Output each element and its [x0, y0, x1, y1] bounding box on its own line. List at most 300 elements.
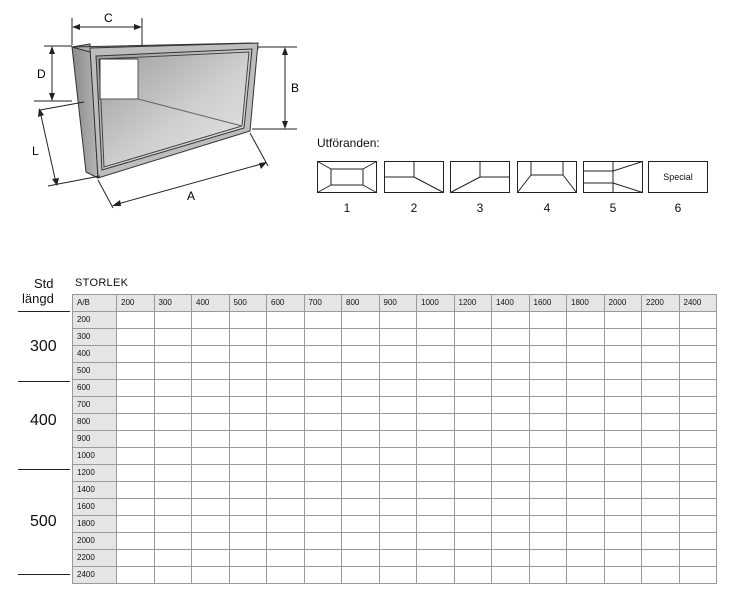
table-cell: [192, 567, 230, 584]
table-cell: [454, 567, 492, 584]
table-cell: [342, 329, 380, 346]
table-cell: [417, 533, 455, 550]
table-cell: [679, 431, 717, 448]
table-cell: [117, 499, 155, 516]
table-cell: [154, 397, 192, 414]
table-cell: [529, 397, 567, 414]
row-header-cell: 900: [73, 431, 117, 448]
table-cell: [229, 414, 267, 431]
column-header-cell: 1400: [492, 295, 530, 312]
table-cell: [529, 533, 567, 550]
table-cell: [342, 516, 380, 533]
table-row: [73, 465, 717, 482]
table-cell: [267, 448, 305, 465]
dim-b-label: B: [291, 81, 300, 95]
table-cell: [417, 482, 455, 499]
table-cell: [117, 465, 155, 482]
table-cell: [679, 397, 717, 414]
table-cell: [117, 431, 155, 448]
column-header-cell: 700: [304, 295, 342, 312]
column-header-cell: 600: [267, 295, 305, 312]
table-cell: [529, 346, 567, 363]
table-cell: [192, 533, 230, 550]
table-cell: [679, 499, 717, 516]
table-cell: [304, 397, 342, 414]
table-cell: [267, 346, 305, 363]
table-cell: [342, 312, 380, 329]
table-cell: [529, 448, 567, 465]
table-cell: [379, 516, 417, 533]
table-cell: [604, 363, 642, 380]
table-cell: [342, 567, 380, 584]
table-cell: [679, 312, 717, 329]
row-header-cell: 1000: [73, 448, 117, 465]
table-cell: [267, 499, 305, 516]
table-cell: [304, 482, 342, 499]
table-cell: [117, 516, 155, 533]
table-cell: [342, 414, 380, 431]
table-cell: [267, 533, 305, 550]
table-cell: [417, 363, 455, 380]
variant-6-special-box: Special: [648, 161, 708, 193]
table-cell: [229, 380, 267, 397]
table-cell: [454, 329, 492, 346]
row-header-cell: 600: [73, 380, 117, 397]
storlek-label: STORLEK: [75, 277, 129, 289]
table-cell: [642, 533, 680, 550]
table-cell: [379, 380, 417, 397]
table-cell: [492, 380, 530, 397]
table-cell: [267, 312, 305, 329]
table-cell: [679, 346, 717, 363]
table-cell: [679, 448, 717, 465]
table-cell: [604, 567, 642, 584]
table-cell: [604, 482, 642, 499]
table-cell: [154, 363, 192, 380]
table-cell: [154, 516, 192, 533]
table-cell: [229, 499, 267, 516]
table-cell: [379, 346, 417, 363]
table-cell: [567, 380, 605, 397]
variant-number-4: 4: [543, 201, 551, 215]
utforanden-label: Utföranden:: [317, 136, 380, 150]
table-cell: [117, 397, 155, 414]
table-cell: [492, 448, 530, 465]
std-length-300: 300: [30, 338, 57, 355]
table-cell: [567, 448, 605, 465]
column-header-cell: 500: [229, 295, 267, 312]
table-cell: [192, 312, 230, 329]
table-cell: [379, 363, 417, 380]
table-cell: [304, 465, 342, 482]
size-table: [72, 294, 717, 584]
table-cell: [492, 516, 530, 533]
table-cell: [417, 346, 455, 363]
table-cell: [229, 448, 267, 465]
table-cell: [679, 380, 717, 397]
table-cell: [192, 380, 230, 397]
std-label: Std: [34, 276, 54, 291]
row-header-cell: 400: [73, 346, 117, 363]
table-cell: [454, 516, 492, 533]
table-cell: [304, 380, 342, 397]
table-cell: [229, 567, 267, 584]
corner-header-cell: A/B: [73, 295, 117, 312]
table-cell: [492, 533, 530, 550]
table-row: [73, 380, 717, 397]
table-cell: [567, 567, 605, 584]
column-header-cell: 900: [379, 295, 417, 312]
table-cell: [417, 516, 455, 533]
table-row: [73, 567, 717, 584]
column-header-cell: 2200: [642, 295, 680, 312]
table-cell: [192, 431, 230, 448]
table-cell: [267, 567, 305, 584]
dim-d-label: D: [37, 67, 46, 81]
variant-4-icon: [517, 161, 577, 193]
table-cell: [192, 482, 230, 499]
row-header-cell: 2000: [73, 533, 117, 550]
table-cell: [117, 329, 155, 346]
table-cell: [304, 533, 342, 550]
table-cell: [304, 499, 342, 516]
table-row: [73, 346, 717, 363]
column-header-cell: 200: [117, 295, 155, 312]
table-cell: [642, 550, 680, 567]
table-cell: [529, 499, 567, 516]
std-divider: [18, 381, 70, 382]
table-cell: [229, 516, 267, 533]
table-cell: [267, 397, 305, 414]
table-cell: [454, 499, 492, 516]
table-cell: [454, 346, 492, 363]
table-cell: [267, 414, 305, 431]
table-row: [73, 397, 717, 414]
variant-2-icon: [384, 161, 444, 193]
table-cell: [567, 550, 605, 567]
table-row: [73, 533, 717, 550]
table-cell: [192, 414, 230, 431]
table-row: [73, 516, 717, 533]
table-cell: [679, 550, 717, 567]
table-cell: [529, 312, 567, 329]
table-cell: [417, 550, 455, 567]
table-cell: [342, 448, 380, 465]
std-divider: [18, 311, 70, 312]
table-cell: [604, 380, 642, 397]
table-cell: [642, 363, 680, 380]
table-cell: [192, 397, 230, 414]
column-header-cell: 1000: [417, 295, 455, 312]
table-cell: [379, 448, 417, 465]
table-cell: [304, 363, 342, 380]
table-cell: [604, 414, 642, 431]
variant-1-icon: [317, 161, 377, 193]
table-cell: [342, 499, 380, 516]
table-cell: [267, 431, 305, 448]
table-cell: [679, 329, 717, 346]
table-cell: [154, 567, 192, 584]
table-cell: [304, 346, 342, 363]
table-cell: [604, 499, 642, 516]
table-cell: [454, 448, 492, 465]
table-cell: [679, 414, 717, 431]
table-cell: [642, 346, 680, 363]
table-cell: [604, 346, 642, 363]
duct-diagram: [0, 0, 310, 220]
row-header-cell: 1200: [73, 465, 117, 482]
table-cell: [342, 465, 380, 482]
table-cell: [417, 499, 455, 516]
table-cell: [417, 397, 455, 414]
table-row: [73, 414, 717, 431]
table-cell: [679, 465, 717, 482]
table-cell: [342, 380, 380, 397]
table-cell: [267, 465, 305, 482]
table-cell: [492, 346, 530, 363]
table-cell: [417, 465, 455, 482]
table-row: [73, 550, 717, 567]
table-cell: [154, 329, 192, 346]
table-row: [73, 448, 717, 465]
table-cell: [567, 414, 605, 431]
table-cell: [529, 414, 567, 431]
table-cell: [154, 414, 192, 431]
variant-number-2: 2: [410, 201, 418, 215]
table-cell: [454, 380, 492, 397]
table-cell: [379, 499, 417, 516]
table-cell: [604, 448, 642, 465]
table-cell: [642, 499, 680, 516]
table-cell: [229, 346, 267, 363]
table-cell: [604, 550, 642, 567]
table-cell: [342, 431, 380, 448]
table-cell: [492, 363, 530, 380]
table-cell: [267, 516, 305, 533]
table-cell: [679, 482, 717, 499]
table-cell: [192, 516, 230, 533]
table-cell: [604, 397, 642, 414]
table-cell: [642, 482, 680, 499]
table-cell: [267, 380, 305, 397]
table-cell: [192, 346, 230, 363]
table-cell: [379, 533, 417, 550]
table-cell: [642, 516, 680, 533]
table-cell: [379, 414, 417, 431]
table-cell: [492, 414, 530, 431]
table-cell: [379, 465, 417, 482]
table-cell: [567, 397, 605, 414]
table-cell: [229, 533, 267, 550]
table-cell: [229, 329, 267, 346]
table-cell: [154, 312, 192, 329]
table-cell: [642, 397, 680, 414]
table-cell: [342, 533, 380, 550]
langd-label: längd: [22, 291, 54, 306]
table-cell: [192, 448, 230, 465]
table-cell: [417, 448, 455, 465]
table-cell: [492, 329, 530, 346]
row-header-cell: 1400: [73, 482, 117, 499]
column-header-cell: 400: [192, 295, 230, 312]
row-header-cell: 200: [73, 312, 117, 329]
row-header-cell: 300: [73, 329, 117, 346]
std-divider: [18, 469, 70, 470]
table-cell: [117, 312, 155, 329]
table-cell: [342, 346, 380, 363]
table-row: [73, 431, 717, 448]
variant-5-icon: [583, 161, 643, 193]
table-cell: [154, 380, 192, 397]
table-cell: [342, 363, 380, 380]
table-cell: [567, 329, 605, 346]
table-cell: [529, 516, 567, 533]
table-cell: [529, 482, 567, 499]
table-cell: [604, 533, 642, 550]
table-cell: [192, 499, 230, 516]
table-cell: [454, 533, 492, 550]
table-cell: [567, 499, 605, 516]
table-cell: [642, 431, 680, 448]
row-header-cell: 800: [73, 414, 117, 431]
table-cell: [304, 516, 342, 533]
table-cell: [229, 550, 267, 567]
row-header-cell: 700: [73, 397, 117, 414]
table-cell: [417, 312, 455, 329]
table-cell: [192, 465, 230, 482]
table-cell: [229, 465, 267, 482]
table-cell: [379, 431, 417, 448]
row-header-cell: 2400: [73, 567, 117, 584]
table-row: [73, 482, 717, 499]
table-cell: [492, 312, 530, 329]
table-cell: [567, 312, 605, 329]
table-cell: [492, 465, 530, 482]
table-cell: [229, 397, 267, 414]
table-cell: [379, 550, 417, 567]
table-cell: [454, 414, 492, 431]
table-cell: [529, 329, 567, 346]
table-cell: [417, 431, 455, 448]
table-cell: [192, 363, 230, 380]
table-cell: [117, 414, 155, 431]
row-header-cell: 1600: [73, 499, 117, 516]
table-cell: [229, 363, 267, 380]
column-header-cell: 1600: [529, 295, 567, 312]
variant-number-6: 6: [674, 201, 682, 215]
table-cell: [492, 482, 530, 499]
table-cell: [379, 482, 417, 499]
table-header-row: [73, 295, 717, 312]
table-cell: [117, 380, 155, 397]
table-cell: [529, 431, 567, 448]
table-cell: [417, 380, 455, 397]
table-cell: [417, 329, 455, 346]
dim-l-label: L: [32, 144, 39, 158]
column-header-cell: 2400: [679, 295, 717, 312]
table-cell: [154, 482, 192, 499]
table-cell: [567, 533, 605, 550]
table-cell: [379, 397, 417, 414]
table-cell: [567, 482, 605, 499]
table-cell: [567, 516, 605, 533]
table-cell: [154, 465, 192, 482]
table-cell: [492, 550, 530, 567]
table-cell: [454, 465, 492, 482]
variant-number-1: 1: [343, 201, 351, 215]
std-length-400: 400: [30, 412, 57, 429]
table-row: [73, 499, 717, 516]
table-cell: [642, 312, 680, 329]
table-cell: [454, 482, 492, 499]
row-header-cell: 2200: [73, 550, 117, 567]
table-row: [73, 312, 717, 329]
table-cell: [342, 397, 380, 414]
table-cell: [417, 567, 455, 584]
table-cell: [229, 431, 267, 448]
table-cell: [154, 431, 192, 448]
dim-a-label: A: [187, 189, 196, 203]
table-cell: [304, 567, 342, 584]
std-length-500: 500: [30, 513, 57, 530]
table-cell: [304, 550, 342, 567]
column-header-cell: 1200: [454, 295, 492, 312]
table-cell: [117, 533, 155, 550]
table-cell: [492, 431, 530, 448]
table-cell: [304, 414, 342, 431]
table-cell: [679, 363, 717, 380]
table-cell: [642, 414, 680, 431]
table-cell: [154, 550, 192, 567]
table-cell: [154, 533, 192, 550]
duct-back-window: [100, 59, 138, 99]
table-cell: [267, 329, 305, 346]
table-cell: [529, 465, 567, 482]
table-cell: [304, 431, 342, 448]
table-cell: [267, 550, 305, 567]
table-cell: [229, 482, 267, 499]
table-cell: [454, 431, 492, 448]
table-cell: [642, 448, 680, 465]
table-cell: [529, 567, 567, 584]
table-cell: [529, 363, 567, 380]
table-cell: [117, 550, 155, 567]
table-cell: [342, 550, 380, 567]
table-cell: [679, 516, 717, 533]
table-cell: [154, 346, 192, 363]
variant-number-5: 5: [609, 201, 617, 215]
table-cell: [192, 550, 230, 567]
table-cell: [567, 363, 605, 380]
table-cell: [567, 465, 605, 482]
table-cell: [604, 312, 642, 329]
table-cell: [267, 363, 305, 380]
table-cell: [117, 448, 155, 465]
table-cell: [117, 346, 155, 363]
column-header-cell: 1800: [567, 295, 605, 312]
table-cell: [492, 567, 530, 584]
table-cell: [454, 363, 492, 380]
table-cell: [454, 550, 492, 567]
table-cell: [117, 363, 155, 380]
table-row: [73, 329, 717, 346]
row-header-cell: 1800: [73, 516, 117, 533]
table-cell: [304, 329, 342, 346]
table-cell: [154, 499, 192, 516]
table-cell: [567, 431, 605, 448]
table-cell: [642, 465, 680, 482]
table-cell: [567, 346, 605, 363]
